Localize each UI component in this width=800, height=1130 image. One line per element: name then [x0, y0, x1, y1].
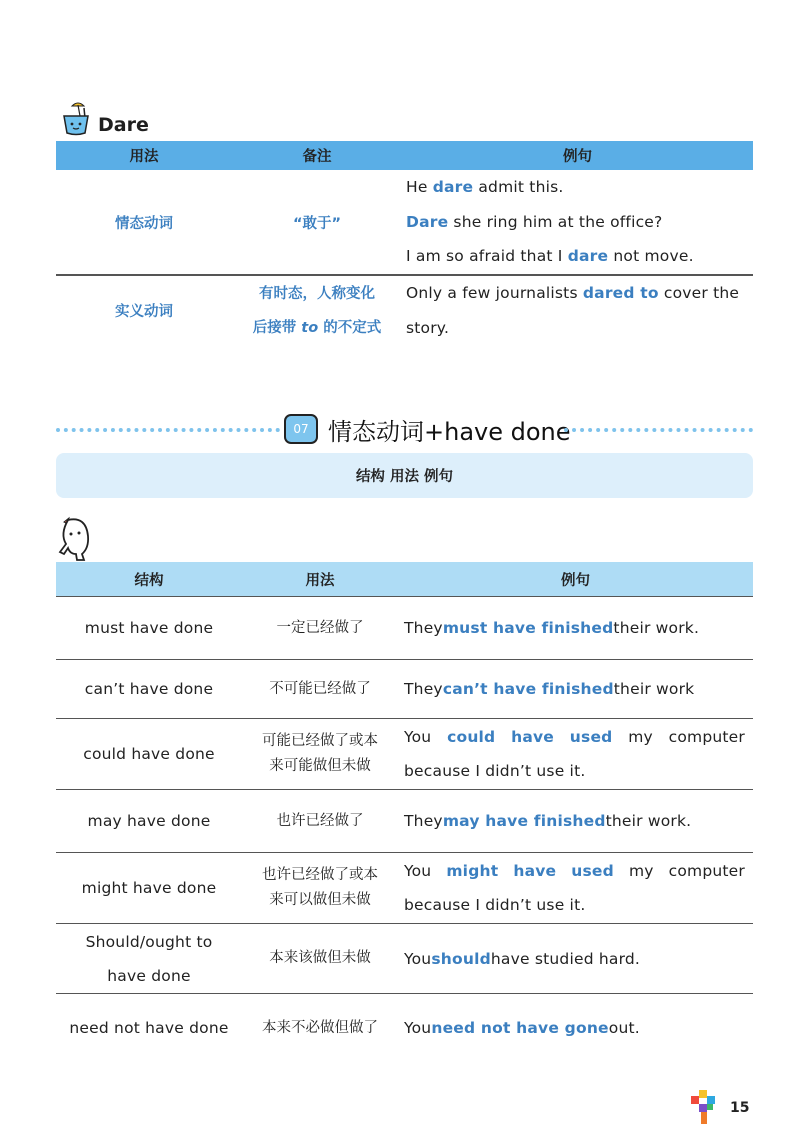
usage-cell: 可能已经做了或本 来可能做但未做	[262, 733, 378, 774]
header-usage: 用法	[129, 149, 159, 165]
header-example: 例句	[561, 572, 590, 589]
dare-title	[58, 100, 149, 136]
table-row	[56, 790, 753, 853]
dotted-divider	[564, 428, 753, 432]
note-cell: “敢于”	[292, 215, 342, 232]
usage-cell: 也许已经做了或本 来可以做但未做	[262, 867, 378, 908]
header-usage: 用法	[305, 572, 335, 589]
structure-cell: could have done	[83, 745, 215, 763]
structure-cell: must have done	[84, 619, 214, 637]
drink-cup-icon	[58, 100, 94, 136]
example-cell	[402, 170, 753, 274]
page-number: 15	[730, 1100, 750, 1116]
section-banner: 结构 用法 例句	[56, 453, 753, 498]
usage-cell: 本来该做但未做	[269, 950, 371, 966]
table-row	[56, 660, 753, 719]
dare-row-modal	[56, 170, 753, 275]
dare-table	[56, 141, 753, 345]
dotted-divider	[56, 428, 280, 432]
structure-cell: might have done	[81, 879, 217, 897]
table-row	[56, 924, 753, 994]
dare-title-label: Dare	[98, 114, 149, 136]
example-cell: They can’t have finished their work	[404, 680, 695, 698]
example-line: He dare admit this.	[406, 178, 564, 197]
section-title: 情态动词+have done	[328, 418, 571, 446]
brand-logo-icon	[691, 1090, 721, 1126]
usage-cell: 实义动词	[115, 304, 173, 320]
example-cell: You need not have gone out.	[404, 1019, 640, 1037]
table-row	[56, 853, 753, 924]
header-example: 例句	[563, 149, 592, 165]
table-row	[56, 719, 753, 790]
usage-cell: 也许已经做了	[276, 812, 364, 829]
usage-cell: 不可能已经做了	[269, 680, 371, 697]
example-cell: Only a few journalists dared to cover the story.	[406, 284, 740, 337]
dare-table-header	[56, 141, 753, 170]
usage-cell: 一定已经做了	[276, 619, 364, 636]
structure-cell: can’t have done	[84, 680, 214, 698]
section-number-badge: 07	[284, 414, 318, 444]
structure-cell: may have done	[87, 812, 211, 830]
usage-cell: 情态动词	[115, 215, 173, 232]
dare-row-notional	[56, 275, 753, 345]
section-header	[56, 408, 753, 452]
example-line: I am so afraid that I dare not move.	[406, 247, 694, 266]
table-row	[56, 596, 753, 660]
example-cell: You should have studied hard.	[404, 949, 641, 968]
structure-cell: Should/ought to have done	[85, 932, 213, 985]
table-row	[56, 994, 753, 1062]
structure-table	[56, 562, 753, 1062]
example-line: Dare she ring him at the office?	[406, 212, 663, 231]
example-cell: They may have finished their work.	[404, 812, 692, 830]
cartoon-character-icon	[56, 514, 92, 562]
structure-cell: need not have done	[69, 1019, 229, 1037]
note-cell: 有时态，人称变化 后接带 to 的不定式	[252, 285, 382, 336]
header-structure: 结构	[134, 572, 164, 589]
usage-cell: 本来不必做但做了	[262, 1019, 378, 1036]
structure-table-header	[56, 562, 753, 596]
example-cell: They must have finished their work.	[404, 619, 700, 637]
header-note: 备注	[302, 149, 332, 165]
example-cell: You could have used my computer because I didn’t use it.	[404, 728, 745, 780]
example-cell: You might have used my computer because I didn’t use it.	[404, 862, 745, 914]
